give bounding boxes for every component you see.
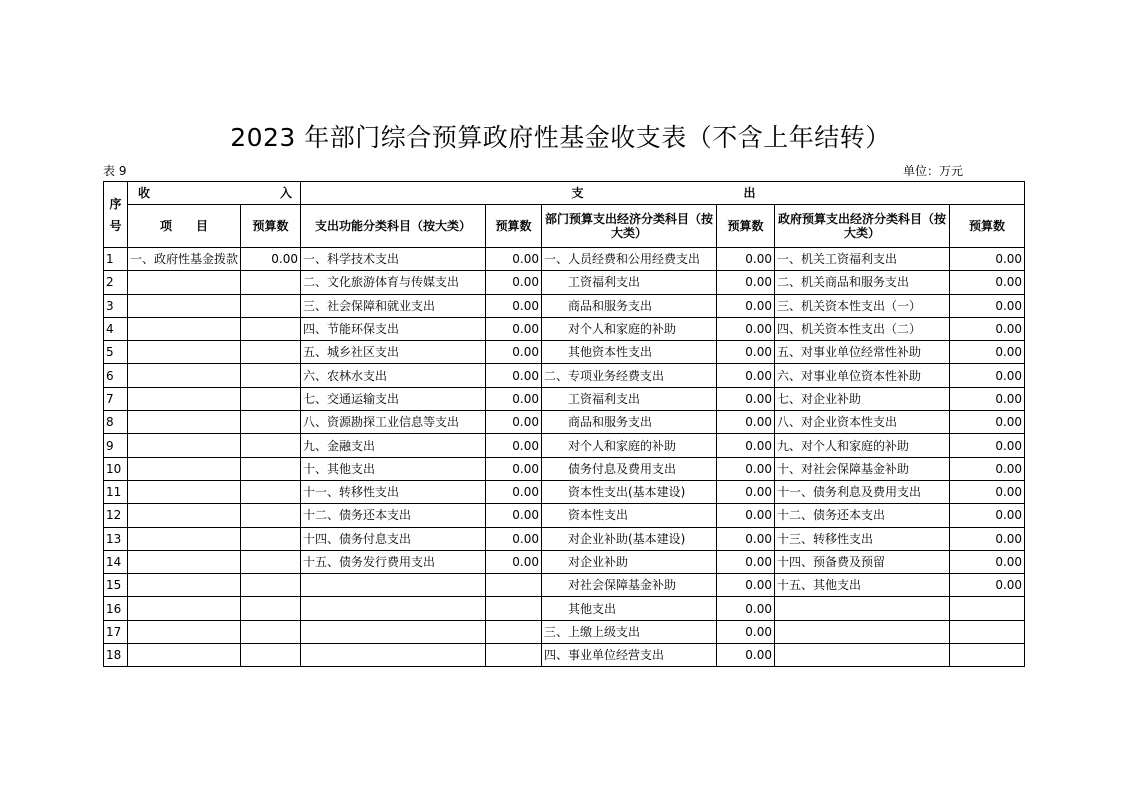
gov-econ-amount: 0.00 <box>950 411 1025 434</box>
dept-econ-amount: 0.00 <box>717 620 775 643</box>
gov-econ-item: 六、对事业单位资本性补助 <box>775 364 950 387</box>
income-amount <box>241 317 301 340</box>
func-class-amount: 0.00 <box>486 271 542 294</box>
func-class-header: 支出功能分类科目（按大类） <box>301 205 486 248</box>
table-row <box>104 480 1025 503</box>
gov-econ-item: 十三、转移性支出 <box>775 527 950 550</box>
gov-econ-item: 十五、其他支出 <box>775 574 950 597</box>
func-class-item: 四、节能环保支出 <box>301 317 486 340</box>
row-number: 18 <box>104 644 128 667</box>
gov-econ-item: 十二、债务还本支出 <box>775 504 950 527</box>
table-number: 表 9 <box>103 164 127 178</box>
income-amount <box>241 527 301 550</box>
row-number: 8 <box>104 411 128 434</box>
budget-header: 预算数 <box>950 205 1025 248</box>
gov-econ-item: 八、对企业资本性支出 <box>775 411 950 434</box>
table-row <box>104 248 1025 271</box>
fund-budget-table <box>103 181 1025 667</box>
dept-econ-item: 对个人和家庭的补助 <box>542 317 717 340</box>
gov-econ-item: 九、对个人和家庭的补助 <box>775 434 950 457</box>
gov-econ-item: 四、机关资本性支出（二） <box>775 317 950 340</box>
dept-econ-amount: 0.00 <box>717 550 775 573</box>
table-row <box>104 457 1025 480</box>
gov-econ-amount <box>950 644 1025 667</box>
gov-econ-item: 五、对事业单位经常性补助 <box>775 341 950 364</box>
row-number: 2 <box>104 271 128 294</box>
income-amount <box>241 550 301 573</box>
dept-econ-item: 其他支出 <box>542 597 717 620</box>
row-number: 5 <box>104 341 128 364</box>
gov-econ-item: 二、机关商品和服务支出 <box>775 271 950 294</box>
func-class-amount: 0.00 <box>486 411 542 434</box>
unit-label: 单位：万元 <box>903 164 964 178</box>
func-class-amount: 0.00 <box>486 527 542 550</box>
income-amount <box>241 341 301 364</box>
income-amount <box>241 504 301 527</box>
dept-econ-item: 二、专项业务经费支出 <box>542 364 717 387</box>
income-amount <box>241 620 301 643</box>
func-class-item: 十四、债务付息支出 <box>301 527 486 550</box>
func-class-item: 七、交通运输支出 <box>301 387 486 410</box>
row-number: 15 <box>104 574 128 597</box>
gov-econ-amount: 0.00 <box>950 457 1025 480</box>
table-row <box>104 434 1025 457</box>
dept-econ-header: 部门预算支出经济分类科目（按大类） <box>542 205 717 248</box>
table-row <box>104 574 1025 597</box>
dept-econ-amount: 0.00 <box>717 341 775 364</box>
dept-econ-item: 对企业补助 <box>542 550 717 573</box>
row-number: 13 <box>104 527 128 550</box>
income-amount: 0.00 <box>241 248 301 271</box>
func-class-amount <box>486 620 542 643</box>
item-header: 项 目 <box>128 205 241 248</box>
dept-econ-amount: 0.00 <box>717 271 775 294</box>
table-row <box>104 294 1025 317</box>
gov-econ-amount: 0.00 <box>950 387 1025 410</box>
budget-header: 预算数 <box>717 205 775 248</box>
income-item <box>128 271 241 294</box>
dept-econ-amount: 0.00 <box>717 248 775 271</box>
header-row-2 <box>104 205 1025 248</box>
income-amount <box>241 294 301 317</box>
gov-econ-amount: 0.00 <box>950 527 1025 550</box>
dept-econ-item: 其他资本性支出 <box>542 341 717 364</box>
table-row <box>104 550 1025 573</box>
dept-econ-item: 商品和服务支出 <box>542 294 717 317</box>
income-amount <box>241 364 301 387</box>
gov-econ-item <box>775 597 950 620</box>
income-item <box>128 341 241 364</box>
income-header: 收 入 <box>128 182 301 205</box>
budget-header: 预算数 <box>486 205 542 248</box>
income-item <box>128 364 241 387</box>
row-number: 17 <box>104 620 128 643</box>
func-class-item: 十一、转移性支出 <box>301 480 486 503</box>
income-amount <box>241 480 301 503</box>
dept-econ-amount: 0.00 <box>717 364 775 387</box>
income-amount <box>241 597 301 620</box>
seq-header: 序号 <box>104 182 128 248</box>
func-class-item <box>301 644 486 667</box>
income-amount <box>241 644 301 667</box>
gov-econ-amount: 0.00 <box>950 248 1025 271</box>
gov-econ-amount: 0.00 <box>950 480 1025 503</box>
gov-econ-amount: 0.00 <box>950 550 1025 573</box>
dept-econ-item: 对社会保障基金补助 <box>542 574 717 597</box>
func-class-amount: 0.00 <box>486 434 542 457</box>
gov-econ-header: 政府预算支出经济分类科目（按大类） <box>775 205 950 248</box>
func-class-item: 九、金融支出 <box>301 434 486 457</box>
dept-econ-item: 债务付息及费用支出 <box>542 457 717 480</box>
row-number: 6 <box>104 364 128 387</box>
row-number: 7 <box>104 387 128 410</box>
income-item <box>128 434 241 457</box>
dept-econ-item: 对个人和家庭的补助 <box>542 434 717 457</box>
func-class-amount: 0.00 <box>486 480 542 503</box>
income-item: 一、政府性基金拨款 <box>128 248 241 271</box>
income-item <box>128 504 241 527</box>
gov-econ-amount: 0.00 <box>950 294 1025 317</box>
table-row <box>104 317 1025 340</box>
dept-econ-amount: 0.00 <box>717 480 775 503</box>
gov-econ-item: 一、机关工资福利支出 <box>775 248 950 271</box>
row-number: 4 <box>104 317 128 340</box>
func-class-item: 十二、债务还本支出 <box>301 504 486 527</box>
income-amount <box>241 457 301 480</box>
dept-econ-item: 一、人员经费和公用经费支出 <box>542 248 717 271</box>
func-class-item: 八、资源勘探工业信息等支出 <box>301 411 486 434</box>
gov-econ-amount: 0.00 <box>950 271 1025 294</box>
table-row <box>104 620 1025 643</box>
dept-econ-amount: 0.00 <box>717 434 775 457</box>
func-class-amount <box>486 597 542 620</box>
row-number: 14 <box>104 550 128 573</box>
dept-econ-amount: 0.00 <box>717 411 775 434</box>
dept-econ-item: 对企业补助(基本建设) <box>542 527 717 550</box>
func-class-amount: 0.00 <box>486 550 542 573</box>
dept-econ-amount: 0.00 <box>717 644 775 667</box>
row-number: 9 <box>104 434 128 457</box>
income-amount <box>241 387 301 410</box>
dept-econ-amount: 0.00 <box>717 597 775 620</box>
row-number: 16 <box>104 597 128 620</box>
dept-econ-item: 三、上缴上级支出 <box>542 620 717 643</box>
table-row <box>104 271 1025 294</box>
income-item <box>128 457 241 480</box>
income-item <box>128 387 241 410</box>
gov-econ-item <box>775 644 950 667</box>
func-class-amount: 0.00 <box>486 294 542 317</box>
func-class-item <box>301 574 486 597</box>
row-number: 10 <box>104 457 128 480</box>
income-amount <box>241 574 301 597</box>
income-item <box>128 597 241 620</box>
expense-header: 支 出 <box>301 182 1025 205</box>
func-class-item: 十、其他支出 <box>301 457 486 480</box>
dept-econ-item: 工资福利支出 <box>542 387 717 410</box>
dept-econ-amount: 0.00 <box>717 317 775 340</box>
gov-econ-amount <box>950 620 1025 643</box>
gov-econ-amount: 0.00 <box>950 504 1025 527</box>
gov-econ-amount: 0.00 <box>950 364 1025 387</box>
gov-econ-amount: 0.00 <box>950 434 1025 457</box>
func-class-amount: 0.00 <box>486 504 542 527</box>
func-class-amount: 0.00 <box>486 317 542 340</box>
table-row <box>104 411 1025 434</box>
func-class-item: 二、文化旅游体育与传媒支出 <box>301 271 486 294</box>
dept-econ-amount: 0.00 <box>717 387 775 410</box>
gov-econ-amount: 0.00 <box>950 574 1025 597</box>
income-amount <box>241 271 301 294</box>
gov-econ-item: 三、机关资本性支出（一） <box>775 294 950 317</box>
table-row <box>104 387 1025 410</box>
gov-econ-amount: 0.00 <box>950 317 1025 340</box>
gov-econ-item: 十四、预备费及预留 <box>775 550 950 573</box>
func-class-item: 五、城乡社区支出 <box>301 341 486 364</box>
income-item <box>128 574 241 597</box>
income-item <box>128 527 241 550</box>
table-row <box>104 364 1025 387</box>
func-class-amount <box>486 574 542 597</box>
func-class-amount: 0.00 <box>486 248 542 271</box>
income-item <box>128 620 241 643</box>
dept-econ-amount: 0.00 <box>717 504 775 527</box>
gov-econ-item: 七、对企业补助 <box>775 387 950 410</box>
func-class-item <box>301 620 486 643</box>
table-row <box>104 644 1025 667</box>
budget-header: 预算数 <box>241 205 301 248</box>
page-title: 2023 年部门综合预算政府性基金收支表（不含上年结转） <box>230 123 891 152</box>
gov-econ-amount <box>950 597 1025 620</box>
dept-econ-amount: 0.00 <box>717 457 775 480</box>
dept-econ-amount: 0.00 <box>717 527 775 550</box>
func-class-amount: 0.00 <box>486 341 542 364</box>
func-class-amount: 0.00 <box>486 387 542 410</box>
dept-econ-item: 资本性支出(基本建设) <box>542 480 717 503</box>
func-class-amount: 0.00 <box>486 457 542 480</box>
func-class-amount <box>486 644 542 667</box>
dept-econ-item: 四、事业单位经营支出 <box>542 644 717 667</box>
row-number: 12 <box>104 504 128 527</box>
dept-econ-item: 商品和服务支出 <box>542 411 717 434</box>
func-class-item: 六、农林水支出 <box>301 364 486 387</box>
gov-econ-item: 十、对社会保障基金补助 <box>775 457 950 480</box>
income-item <box>128 411 241 434</box>
row-number: 11 <box>104 480 128 503</box>
income-item <box>128 550 241 573</box>
dept-econ-amount: 0.00 <box>717 294 775 317</box>
gov-econ-amount: 0.00 <box>950 341 1025 364</box>
table-row <box>104 527 1025 550</box>
gov-econ-item: 十一、债务利息及费用支出 <box>775 480 950 503</box>
table-row <box>104 341 1025 364</box>
dept-econ-item: 资本性支出 <box>542 504 717 527</box>
table-row <box>104 504 1025 527</box>
income-item <box>128 644 241 667</box>
header-row-1 <box>104 182 1025 205</box>
func-class-amount: 0.00 <box>486 364 542 387</box>
dept-econ-amount: 0.00 <box>717 574 775 597</box>
dept-econ-item: 工资福利支出 <box>542 271 717 294</box>
table-row <box>104 597 1025 620</box>
income-amount <box>241 434 301 457</box>
income-item <box>128 317 241 340</box>
gov-econ-item <box>775 620 950 643</box>
income-item <box>128 480 241 503</box>
income-item <box>128 294 241 317</box>
func-class-item: 三、社会保障和就业支出 <box>301 294 486 317</box>
row-number: 1 <box>104 248 128 271</box>
func-class-item <box>301 597 486 620</box>
func-class-item: 一、科学技术支出 <box>301 248 486 271</box>
income-amount <box>241 411 301 434</box>
row-number: 3 <box>104 294 128 317</box>
func-class-item: 十五、债务发行费用支出 <box>301 550 486 573</box>
